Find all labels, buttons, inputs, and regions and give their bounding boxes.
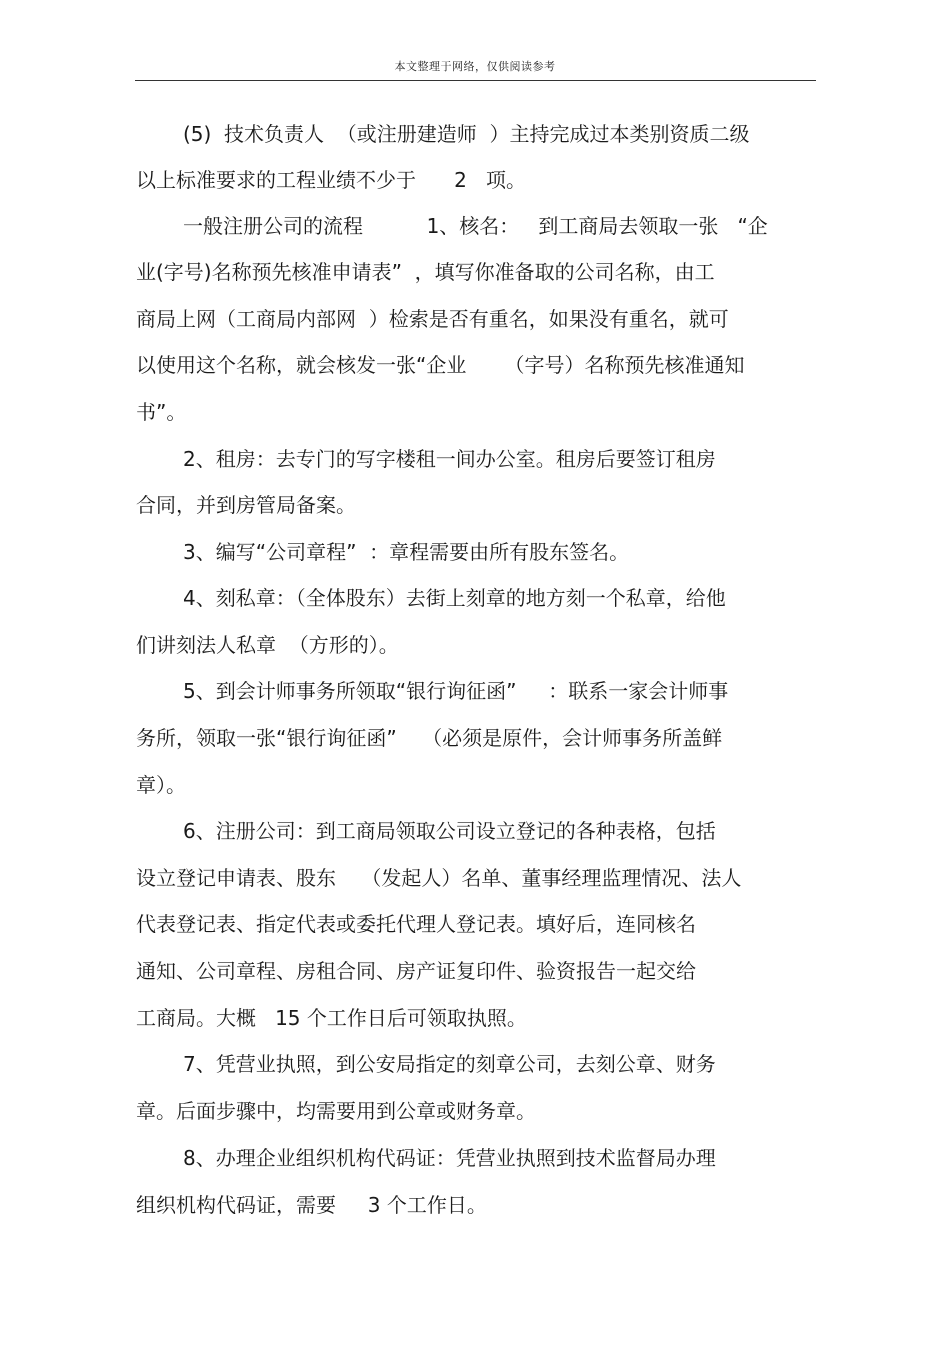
paragraph-line: 书”。 xyxy=(136,400,187,424)
paragraph-line: 合同，并到房管局备案。 xyxy=(136,493,356,517)
paragraph-line: 代表登记表、指定代表或委托代理人登记表。填好后，连同核名 xyxy=(136,912,696,936)
paragraph-line: 3、编写“公司章程” ：章程需要由所有股东签名。 xyxy=(183,540,630,564)
paragraph-line: 组织机构代码证，需要 3 个工作日。 xyxy=(136,1193,487,1217)
paragraph-line: 章）。 xyxy=(136,773,186,797)
paragraph-line: 务所，领取一张“银行询征函” （必须是原件，会计师事务所盖鲜 xyxy=(136,726,723,750)
paragraph-line: 商局上网（工商局内部网 ）检索是否有重名，如果没有重名，就可 xyxy=(136,307,729,331)
paragraph-line: 设立登记申请表、股东 （发起人）名单、董事经理监理情况、法人 xyxy=(136,866,742,890)
paragraph-line: 们讲刻法人私章 （方形的）。 xyxy=(136,633,399,657)
paragraph-line: (5) 技术负责人 （或注册建造师 ）主持完成过本类别资质二级 xyxy=(183,122,750,146)
paragraph-line: 7、凭营业执照，到公安局指定的刻章公司，去刻公章、财务 xyxy=(183,1052,716,1076)
paragraph-line: 5、到会计师事务所领取“银行询征函” ：联系一家会计师事 xyxy=(183,679,729,703)
page-header: 本文整理于网络，仅供阅读参考 xyxy=(394,60,556,73)
paragraph-line: 业(字号)名称预先核准申请表” ，填写你准备取的公司名称，由工 xyxy=(136,260,715,284)
paragraph-line: 章。后面步骤中，均需要用到公章或财务章。 xyxy=(136,1099,536,1123)
paragraph-line: 8、办理企业组织机构代码证：凭营业执照到技术监督局办理 xyxy=(183,1146,716,1170)
paragraph-line: 通知、公司章程、房租合同、房产证复印件、验资报告一起交给 xyxy=(136,959,696,983)
paragraph-line: 以使用这个名称，就会核发一张“企业 （字号）名称预先核准通知 xyxy=(136,353,745,377)
paragraph-line: 一般注册公司的流程 1、核名： 到工商局去领取一张 “企 xyxy=(183,214,768,238)
paragraph-line: 4、刻私章：（全体股东）去街上刻章的地方刻一个私章，给他 xyxy=(183,586,726,610)
paragraph-line: 2、租房：去专门的写字楼租一间办公室。租房后要签订租房 xyxy=(183,447,716,471)
paragraph-line: 以上标准要求的工程业绩不少于 2 项。 xyxy=(136,168,526,192)
paragraph-line: 工商局。大概 15 个工作日后可领取执照。 xyxy=(136,1006,527,1030)
paragraph-line: 6、注册公司：到工商局领取公司设立登记的各种表格，包括 xyxy=(183,819,716,843)
header-divider xyxy=(135,80,816,81)
